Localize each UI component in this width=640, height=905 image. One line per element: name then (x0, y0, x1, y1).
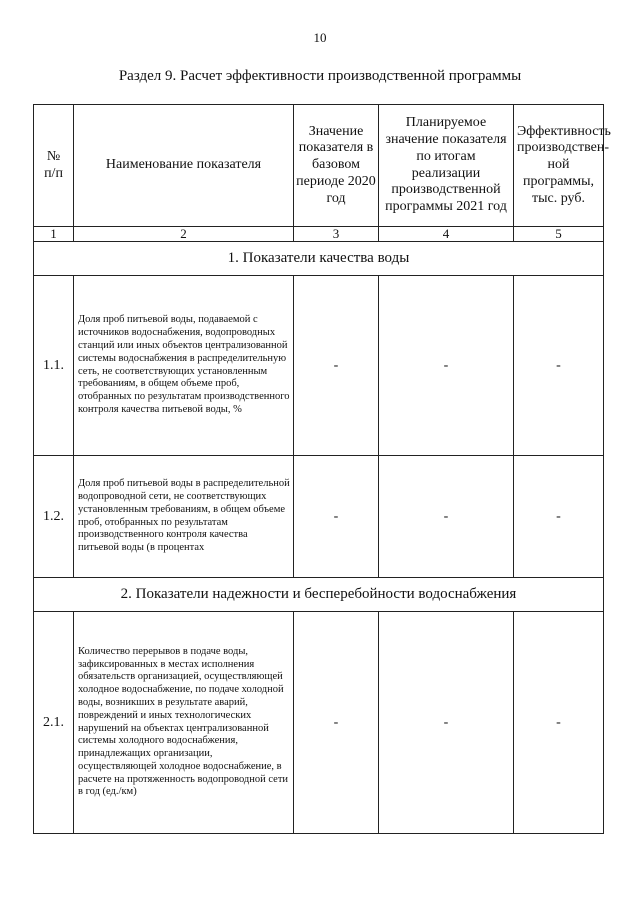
table-row (34, 276, 604, 456)
row-number: 1.2. (34, 456, 74, 578)
base-value: - (294, 276, 379, 456)
page-number: 10 (313, 30, 327, 45)
column-number: 2 (74, 227, 294, 242)
header-number: № п/п (34, 105, 74, 227)
section-title: Раздел 9. Расчет эффективности производственной программы (118, 68, 522, 84)
header-efficiency: Эффективность производствен-ной программы, тыс. руб. (514, 105, 604, 227)
column-number: 5 (514, 227, 604, 242)
efficiency-value: - (514, 456, 604, 578)
planned-value: - (379, 612, 514, 834)
column-number: 4 (379, 227, 514, 242)
header-planned-value: Планируемое значение показателя по итогам реализации производственной программы 2021 год (379, 105, 514, 227)
planned-value: - (379, 456, 514, 578)
efficiency-value: - (514, 276, 604, 456)
column-number: 3 (294, 227, 379, 242)
group-header-row (34, 578, 604, 612)
efficiency-table (33, 104, 611, 834)
column-number: 1 (34, 227, 74, 242)
table-row (34, 456, 604, 578)
header-base-value: Значение показателя в базовом периоде 2020 год (294, 105, 379, 227)
base-value: - (294, 612, 379, 834)
table-row (34, 612, 604, 834)
row-number: 2.1. (34, 612, 74, 834)
efficiency-value: - (514, 612, 604, 834)
indicator-name: Доля проб питьевой воды в распределительной водопроводной сети, не соответствующих установленным требованиям, в общем объеме проб, отобранных по результатам производственного контроля качества питьевой воды (в процентах (74, 456, 294, 578)
group-title: 2. Показатели надежности и бесперебойности водоснабжения (34, 578, 604, 612)
indicator-name: Доля проб питьевой воды, подаваемой с источников водоснабжения, водопроводных станций или иных объектов централизованной системы водоснабжения в распределительную сеть, не соответствующих установленным требованиям, в общем объеме проб, отобранных по результатам производственного контроля качества питьевой воды, % (74, 276, 294, 456)
table-header-row (34, 105, 604, 227)
header-indicator-name: Наименование показателя (74, 105, 294, 227)
indicator-name: Количество перерывов в подаче воды, зафиксированных в местах исполнения обязательств организацией, осуществляющей холодное водоснабжение, по подаче холодной воды, возникших в результате аварий, повреждений и иных технологических нарушений на объектах централизованной системы холодного водоснабжения, принадлежащих организации, осуществляющей холодное водоснабжение, в расчете на протяженность водопроводной сети в год (ед./км) (74, 612, 294, 834)
group-title: 1. Показатели качества воды (34, 242, 604, 276)
row-number: 1.1. (34, 276, 74, 456)
base-value: - (294, 456, 379, 578)
group-header-row (34, 242, 604, 276)
planned-value: - (379, 276, 514, 456)
column-number-row (34, 227, 604, 242)
